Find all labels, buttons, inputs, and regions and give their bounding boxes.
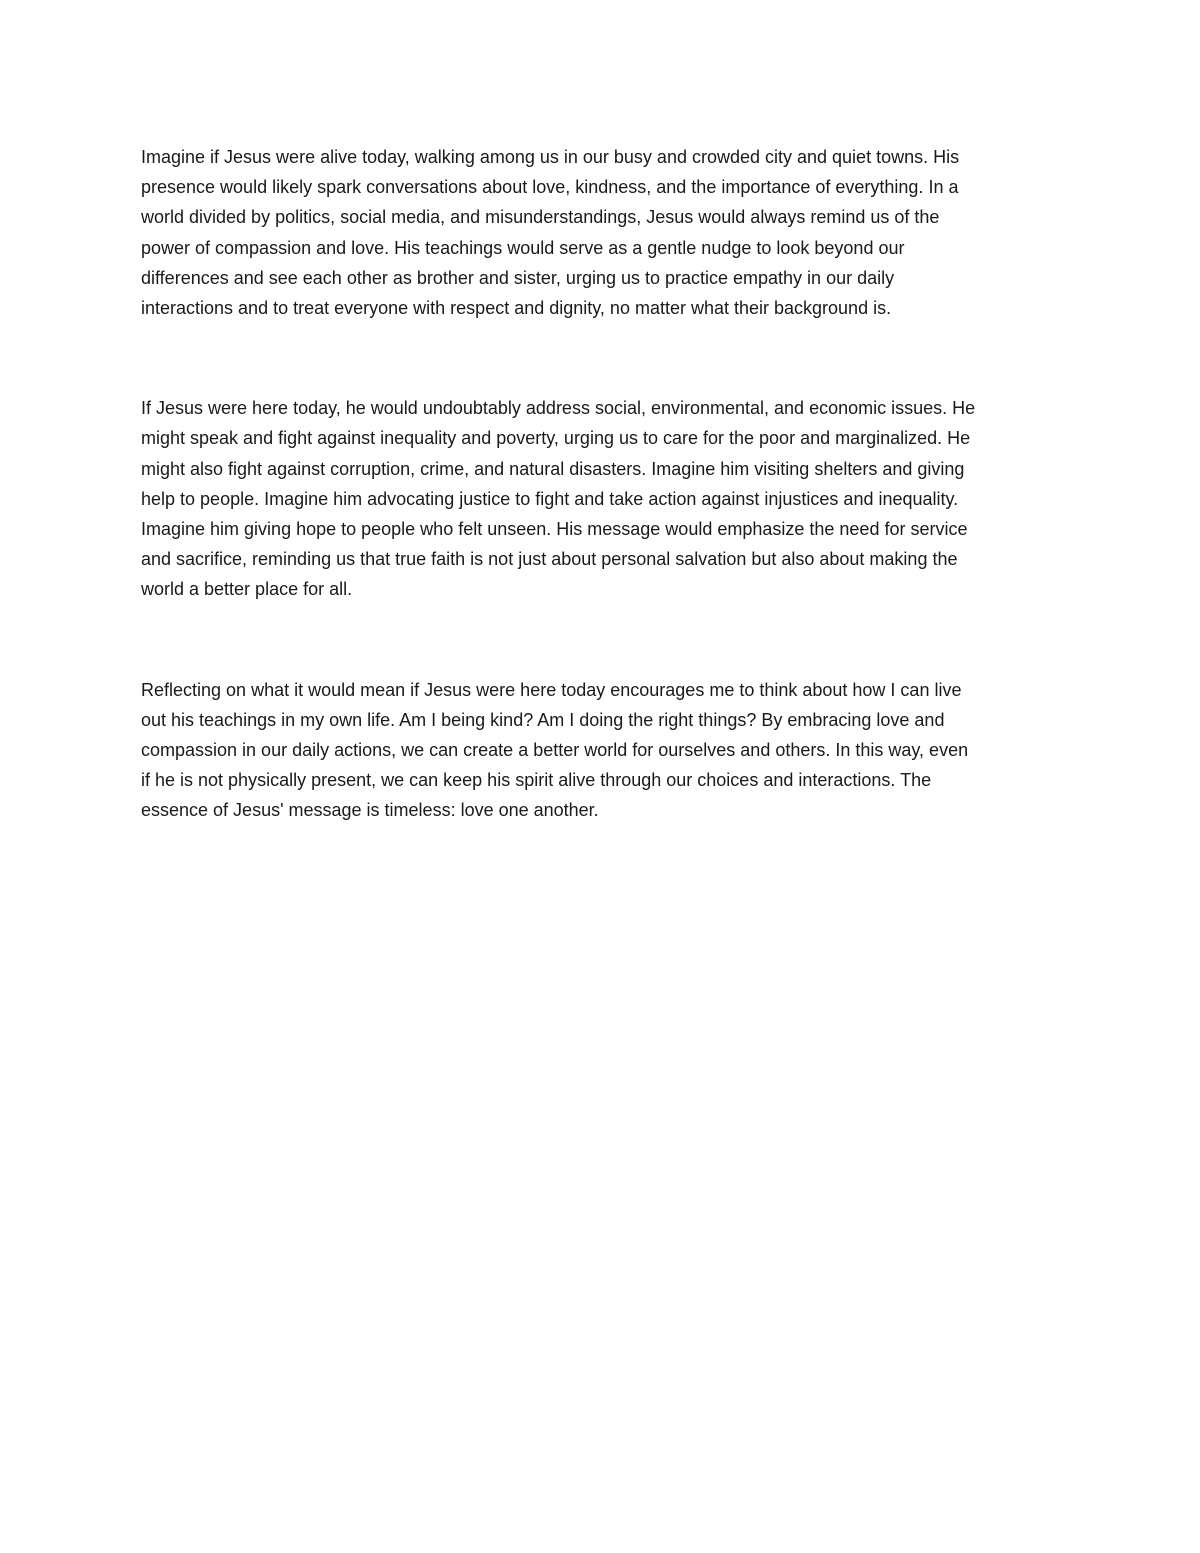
paragraph-line: presence would likely spark conversations about love, kindness, and the importance of everything. In a <box>141 177 959 198</box>
paragraph-line: interactions and to treat everyone with respect and dignity, no matter what their background is. <box>141 298 892 319</box>
paragraph-line: world divided by politics, social media, and misunderstandings, Jesus would always remind us of the <box>141 207 940 228</box>
paragraph-2 <box>141 393 1061 604</box>
paragraph-line: help to people. Imagine him advocating justice to fight and take action against injustices and inequality. <box>141 488 959 509</box>
paragraph-line: compassion in our daily actions, we can create a better world for ourselves and others. In this way, even <box>141 740 969 761</box>
paragraph-3 <box>141 675 1061 826</box>
paragraph-line: might speak and fight against inequality and poverty, urging us to care for the poor and marginalized. He <box>141 428 971 449</box>
paragraph-line: If Jesus were here today, he would undoubtably address social, environmental, and economic issues. He <box>141 398 976 419</box>
paragraph-line: Imagine if Jesus were alive today, walking among us in our busy and crowded city and quiet towns. His <box>141 147 960 167</box>
paragraph-1 <box>141 142 1061 323</box>
paragraph-line: world a better place for all. <box>141 579 353 600</box>
document-body <box>141 142 1061 826</box>
paragraph-line: and sacrifice, reminding us that true faith is not just about personal salvation but also about making the <box>141 549 958 570</box>
paragraph-line: out his teachings in my own life. Am I being kind? Am I doing the right things? By embracing love and <box>141 709 945 730</box>
paragraph-line: Reflecting on what it would mean if Jesus were here today encourages me to think about how I can live <box>141 679 962 700</box>
paragraph-line: power of compassion and love. His teachings would serve as a gentle nudge to look beyond our <box>141 237 905 258</box>
paragraph-line: if he is not physically present, we can keep his spirit alive through our choices and interactions. The <box>141 770 932 791</box>
paragraph-line: might also fight against corruption, crime, and natural disasters. Imagine him visiting shelters and giving <box>141 458 965 479</box>
paragraph-line: essence of Jesus' message is timeless: love one another. <box>141 800 599 821</box>
paragraph-line: Imagine him giving hope to people who felt unseen. His message would emphasize the need for service <box>141 519 968 540</box>
paragraph-line: differences and see each other as brother and sister, urging us to practice empathy in our daily <box>141 267 895 288</box>
